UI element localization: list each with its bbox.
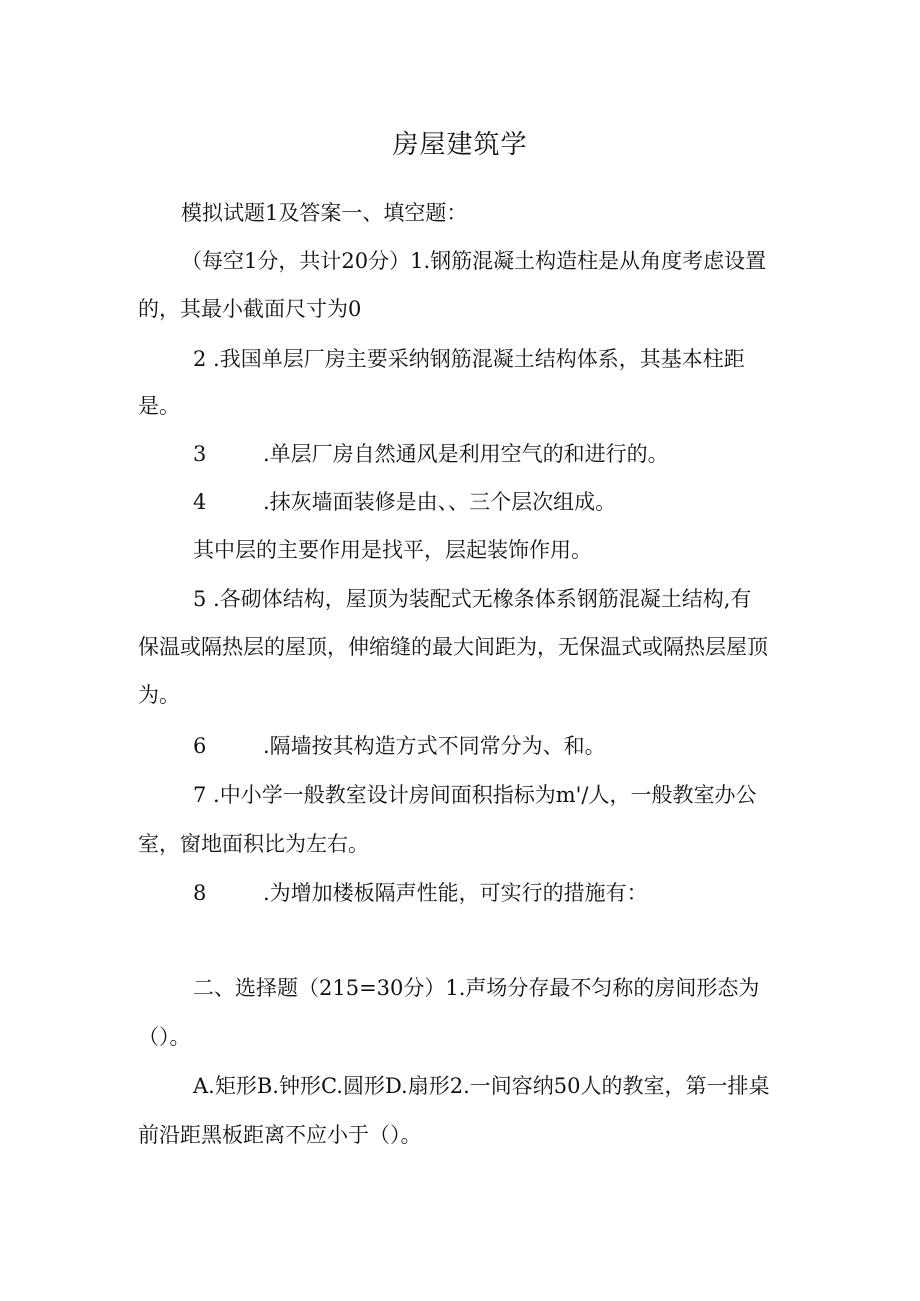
question-5-line-1: 5 .各砌体结构，屋顶为装配式无橡条体系钢筋混凝土结构,有 [193, 587, 752, 611]
section-choice-line-2: （）。 [138, 1025, 191, 1049]
page-title: 房屋建筑学 [392, 130, 528, 160]
question-1-line-2: 的，其最小截面尺寸为0 [138, 297, 362, 321]
question-2-line-2: 是。 [138, 394, 180, 418]
question-number: 6 [193, 734, 207, 758]
question-2-line-1: 2 .我国单层厂房主要采纳钢筋混凝土结构体系，其基本柱距 [193, 347, 745, 371]
question-4 [193, 487, 616, 517]
choice-options-line-2: 前沿距黑板距离不应小于（）。 [138, 1123, 422, 1147]
question-5-line-2: 保温或隔热层的屋顶，伸缩缝的最大间距为，无保温式或隔热层屋顶 [138, 635, 768, 659]
question-text: .抹灰墙面装修是由、、三个层次组成。 [263, 490, 617, 514]
choice-options-line-1: A.矩形B.钟形C.圆形D.扇形2.一间容纳50人的教室，第一排桌 [193, 1074, 770, 1098]
question-4-continued: 其中层的主要作用是找平，层起装饰作用。 [193, 538, 592, 562]
question-5-line-3: 为。 [138, 683, 180, 707]
question-number: 3 [193, 442, 207, 466]
question-number: 8 [193, 881, 207, 905]
question-7-line-1: 7 .中小学一般教室设计房间面积指标为m'/人，一般教室办公 [193, 783, 757, 807]
section-heading-fill-blank: 模拟试题1及答案一、填空题： [181, 201, 468, 225]
question-3 [193, 439, 669, 469]
question-7-line-2: 室，窗地面积比为左右。 [138, 832, 369, 856]
question-text: .隔墙按其构造方式不同常分为、和。 [263, 734, 606, 758]
question-text: .单层厂房自然通风是利用空气的和进行的。 [263, 442, 669, 466]
question-number: 4 [193, 490, 207, 514]
question-6 [193, 731, 606, 761]
section-choice-line-1: 二、选择题（215=30分）1.声场分存最不匀称的房间形态为 [193, 976, 760, 1000]
question-1-line-1: （每空1分，共计20分）1.钢筋混凝土构造柱是从角度考虑设置 [181, 249, 767, 273]
question-8 [193, 878, 648, 908]
question-text: .为增加楼板隔声性能，可实行的措施有： [263, 881, 648, 905]
